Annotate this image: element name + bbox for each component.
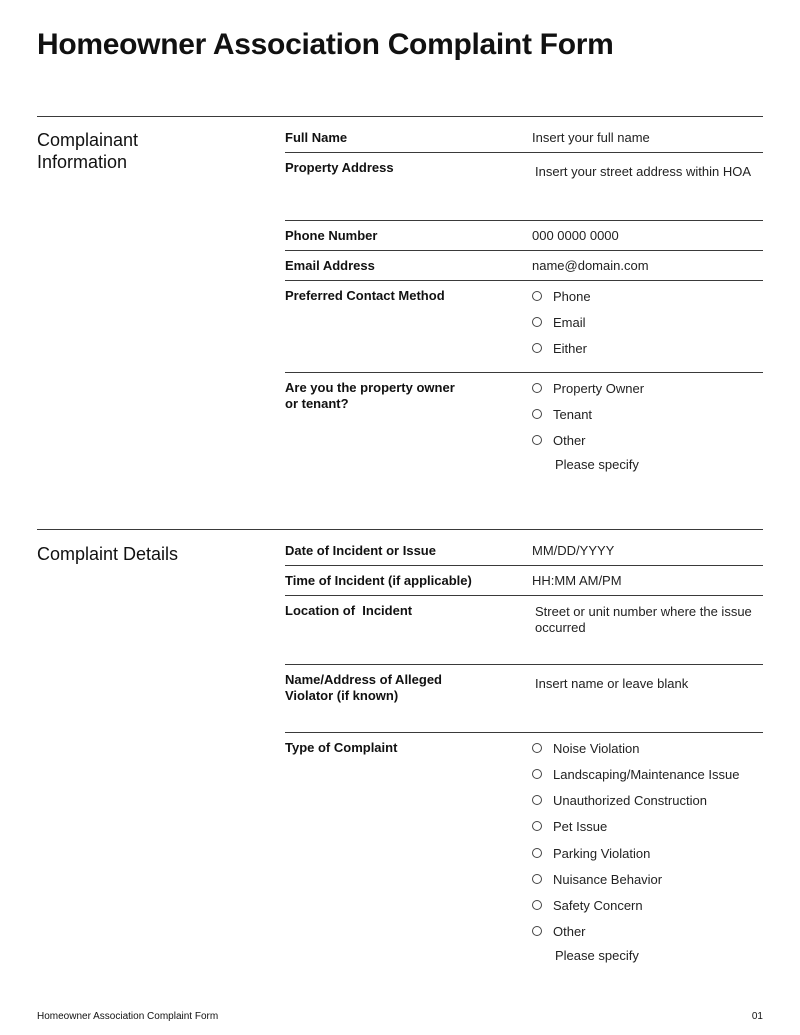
owner-tenant-label: Are you the property owner or tenant? (285, 380, 455, 411)
owner-other-specify-field[interactable]: Please specify (555, 457, 639, 472)
radio-circle-icon[interactable] (532, 769, 542, 779)
radio-circle-icon[interactable] (532, 874, 542, 884)
radio-circle-icon[interactable] (532, 317, 542, 327)
property-address-label: Property Address (285, 160, 394, 175)
section-divider (37, 116, 763, 117)
type-radio-pet[interactable]: Pet Issue (532, 818, 607, 834)
row-divider (285, 664, 763, 665)
type-other-specify-field[interactable]: Please specify (555, 948, 639, 963)
radio-circle-icon[interactable] (532, 435, 542, 445)
section-title-complaint: Complaint Details (37, 544, 179, 564)
section-title-complainant: Complainant Information (37, 130, 139, 172)
incident-location-field[interactable]: Street or unit number where the issue occurred (535, 604, 752, 635)
contact-radio-either[interactable]: Either (532, 340, 587, 356)
type-radio-landscaping[interactable]: Landscaping/Maintenance Issue (532, 766, 739, 782)
owner-radio-tenant[interactable]: Tenant (532, 406, 592, 422)
email-address-label: Email Address (285, 258, 375, 273)
radio-circle-icon[interactable] (532, 795, 542, 805)
row-divider (285, 372, 763, 373)
type-radio-nuisance[interactable]: Nuisance Behavior (532, 871, 662, 887)
radio-circle-icon[interactable] (532, 383, 542, 393)
radio-circle-icon[interactable] (532, 743, 542, 753)
contact-radio-phone[interactable]: Phone (532, 288, 591, 304)
footer-title: Homeowner Association Complaint Form (37, 1011, 219, 1022)
row-divider (285, 595, 763, 596)
row-divider (285, 565, 763, 566)
incident-location-label: Location of Incident (285, 603, 413, 618)
row-divider (285, 250, 763, 251)
type-radio-parking[interactable]: Parking Violation (532, 845, 650, 861)
page-number: 01 (751, 1011, 763, 1022)
radio-circle-icon[interactable] (532, 848, 542, 858)
contact-method-label: Preferred Contact Method (285, 288, 445, 303)
row-divider (285, 280, 763, 281)
violator-label: Name/Address of Alleged Violator (if known) (285, 672, 443, 703)
incident-date-label: Date of Incident or Issue (285, 543, 436, 558)
row-divider (285, 732, 763, 733)
radio-circle-icon[interactable] (532, 926, 542, 936)
incident-time-label: Time of Incident (if applicable) (285, 573, 472, 588)
full-name-label: Full Name (285, 130, 348, 145)
row-divider (285, 220, 763, 221)
type-radio-other[interactable]: Other (532, 923, 586, 939)
radio-circle-icon[interactable] (532, 343, 542, 353)
type-radio-safety[interactable]: Safety Concern (532, 897, 643, 913)
contact-radio-email[interactable]: Email (532, 314, 586, 330)
complaint-type-label: Type of Complaint (285, 740, 398, 755)
full-name-field[interactable]: Insert your full name (532, 130, 650, 145)
incident-time-field[interactable]: HH:MM AM/PM (532, 573, 622, 588)
type-radio-noise[interactable]: Noise Violation (532, 740, 639, 756)
radio-circle-icon[interactable] (532, 409, 542, 419)
phone-number-field[interactable]: 000 0000 0000 (532, 228, 619, 243)
incident-date-field[interactable]: MM/DD/YYYY (532, 543, 615, 558)
radio-circle-icon[interactable] (532, 900, 542, 910)
violator-field[interactable]: Insert name or leave blank (535, 676, 689, 691)
type-radio-construction[interactable]: Unauthorized Construction (532, 792, 707, 808)
page-title: Homeowner Association Complaint Form (37, 28, 614, 61)
owner-radio-property-owner[interactable]: Property Owner (532, 380, 644, 396)
email-address-field[interactable]: name@domain.com (532, 258, 649, 273)
section-divider (37, 529, 763, 530)
owner-radio-other[interactable]: Other (532, 432, 586, 448)
phone-number-label: Phone Number (285, 228, 378, 243)
radio-circle-icon[interactable] (532, 821, 542, 831)
property-address-field[interactable]: Insert your street address within HOA (535, 164, 752, 179)
row-divider (285, 152, 763, 153)
radio-circle-icon[interactable] (532, 291, 542, 301)
